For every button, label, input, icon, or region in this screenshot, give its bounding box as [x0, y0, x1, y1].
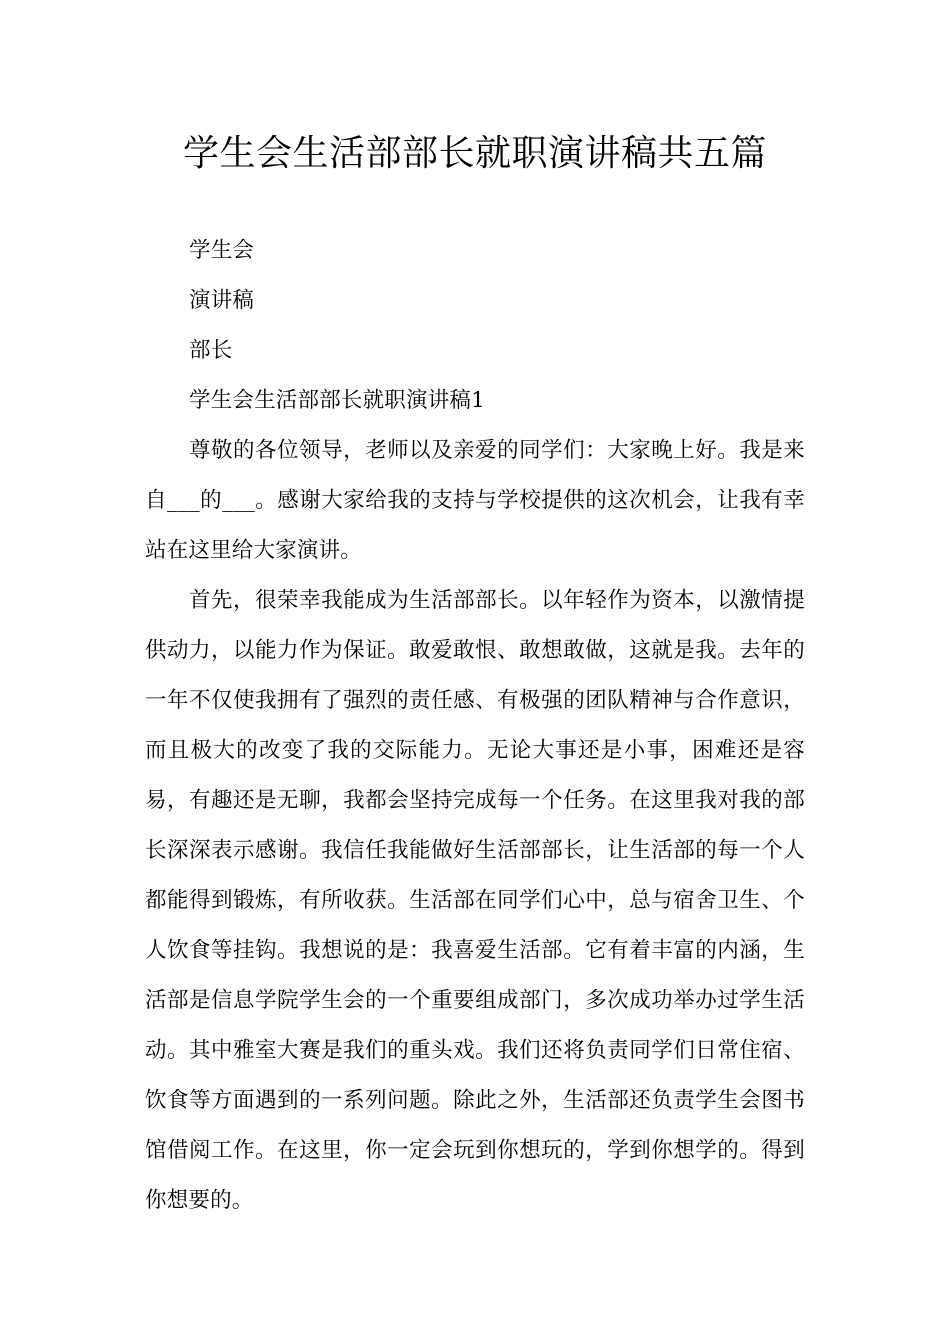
- document-title: 学生会生活部部长就职演讲稿共五篇: [182, 133, 767, 174]
- keyword-line: 部长: [189, 338, 233, 363]
- section-subtitle: 学生会生活部部长就职演讲稿1: [189, 388, 485, 413]
- keyword-line: 学生会: [189, 238, 255, 263]
- body-paragraph: 尊敬的各位领导，老师以及亲爱的同学们：大家晚上好。我是来自___的___。感谢大家给我的支持与学校提供的这次机会，让我有幸站在这里给大家演讲。: [145, 438, 805, 563]
- document-body: [145, 226, 805, 1226]
- body-paragraph: 首先，很荣幸我能成为生活部部长。以年轻作为资本，以激情提供动力，以能力作为保证。敢爱敢恨、敢想敢做，这就是我。去年的一年不仅使我拥有了强烈的责任感、有极强的团队精神与合作意识，而且极大的改变了我的交际能力。无论大事还是小事，困难还是容易，有趣还是无聊，我都会坚持完成每一个任务。在这里我对我的部长深深表示感谢。我信任我能做好生活部部长，让生活部的每一个人都能得到锻炼，有所收获。生活部在同学们心中，总与宿舍卫生、个人饮食等挂钩。我想说的是：我喜爱生活部。它有着丰富的内涵，生活部是信息学院学生会的一个重要组成部门，多次成功举办过学生活动。其中雅室大赛是我们的重头戏。我们还将负责同学们日常住宿、饮食等方面遇到的一系列问题。除此之外，生活部还负责学生会图书馆借阅工作。在这里，你一定会玩到你想玩的，学到你想学的。得到你想要的。: [145, 588, 805, 1213]
- keyword-line: 演讲稿: [189, 288, 255, 313]
